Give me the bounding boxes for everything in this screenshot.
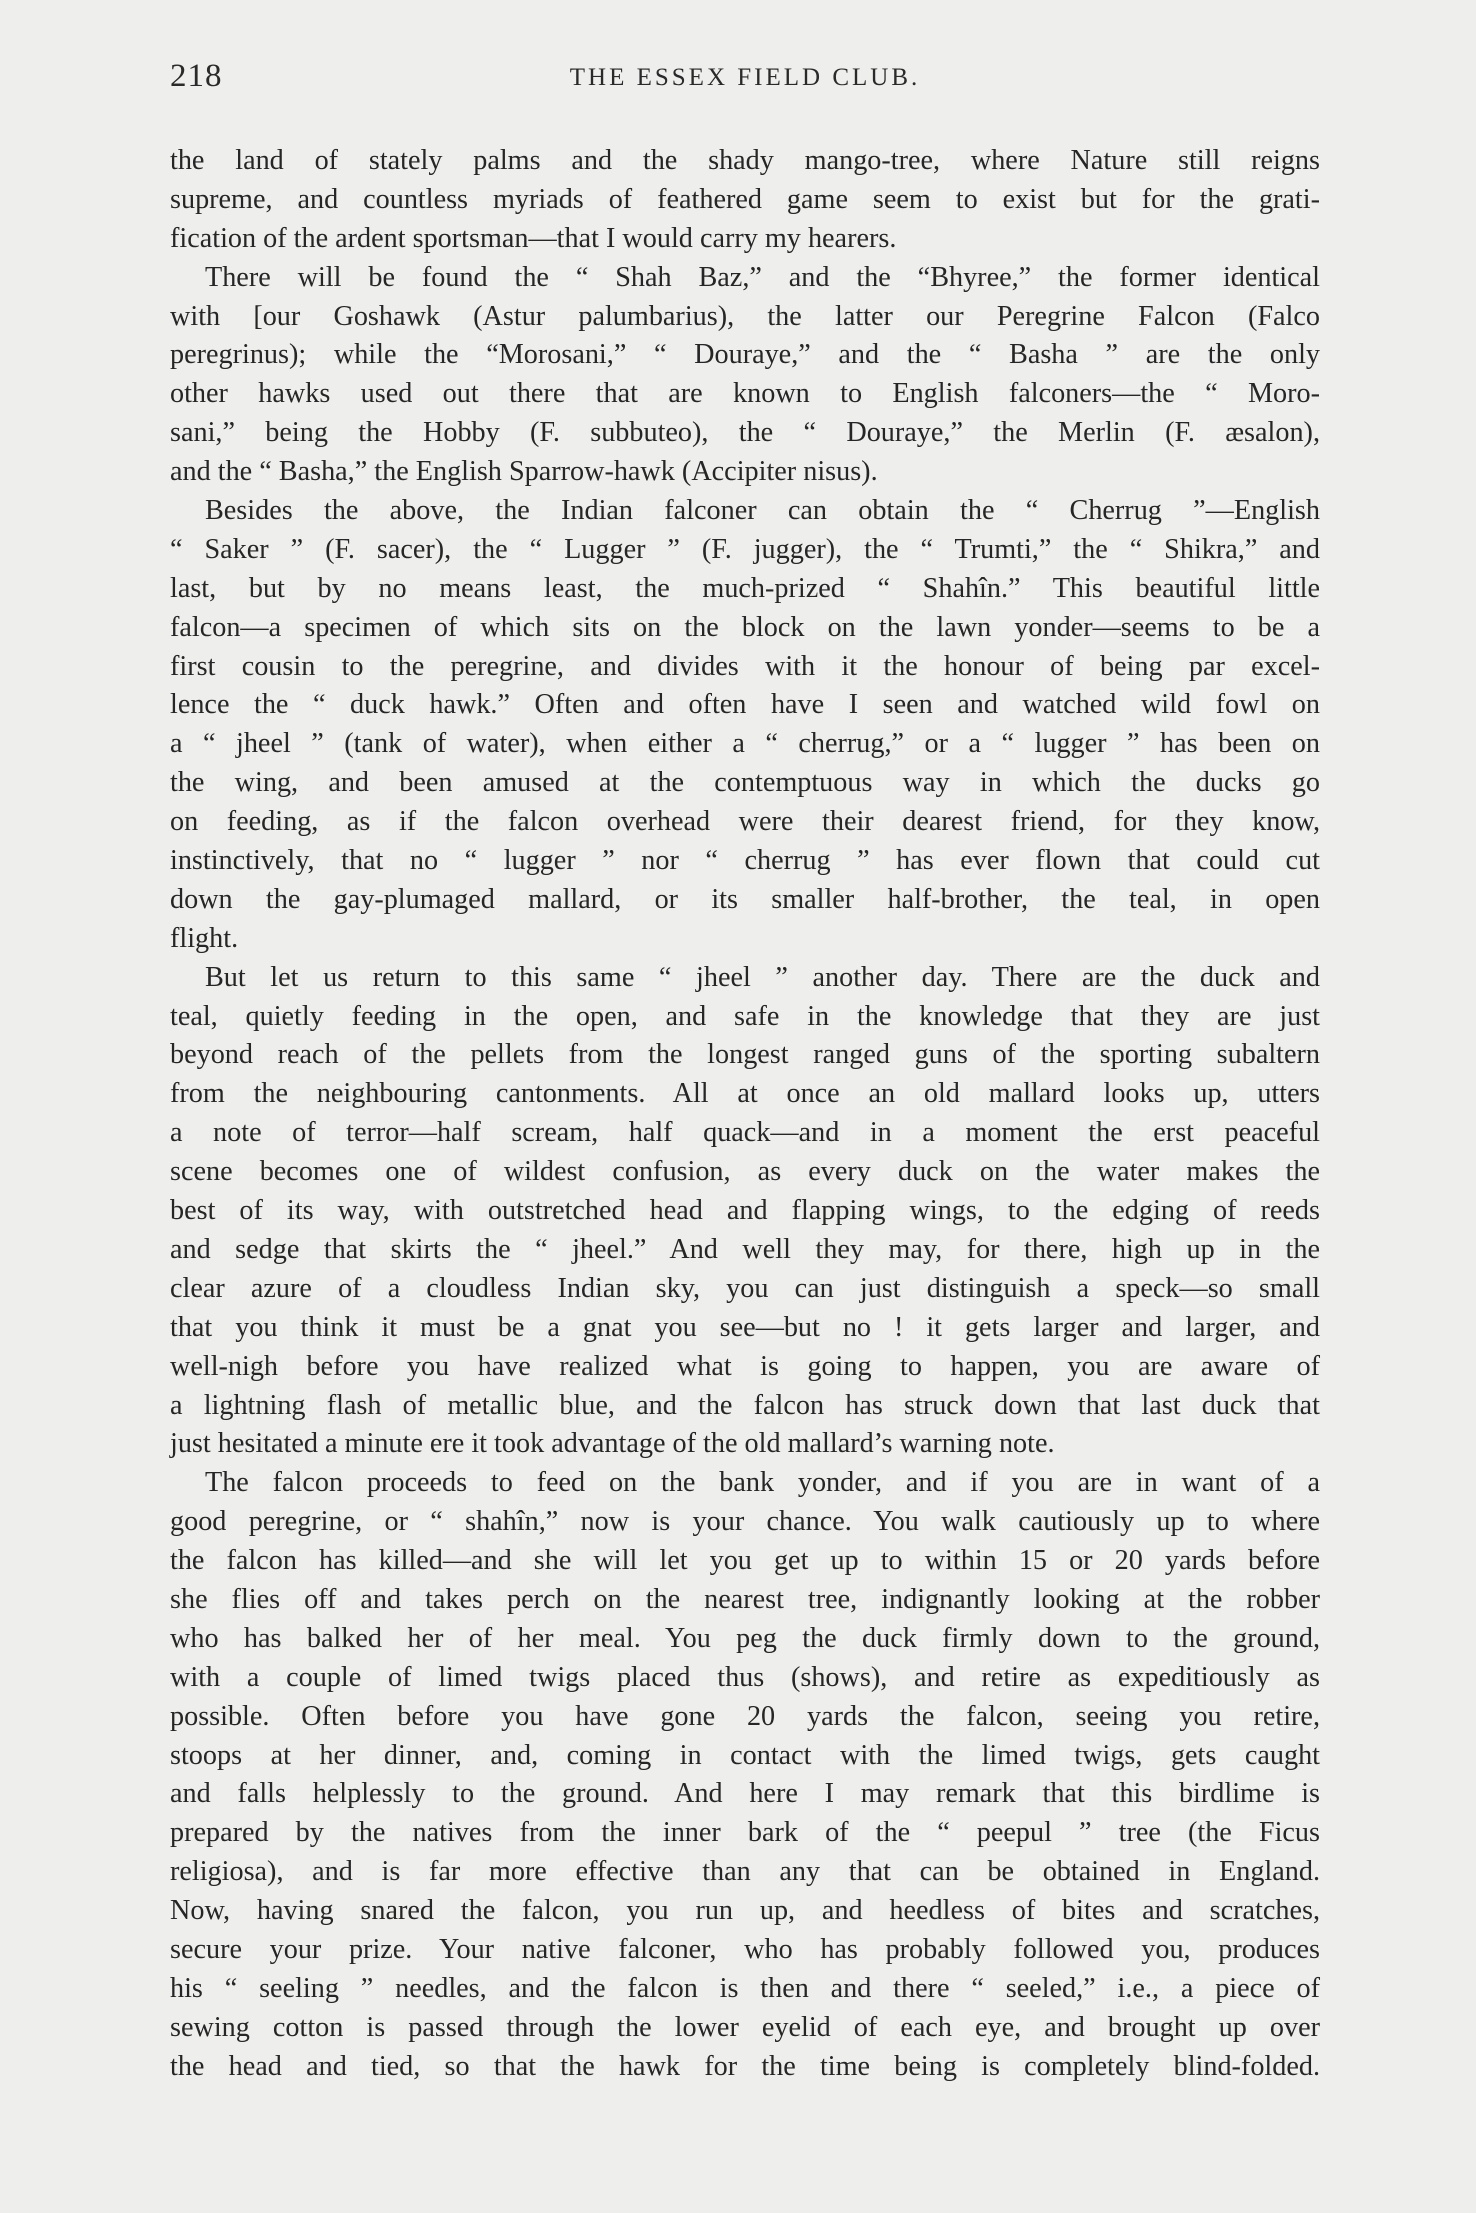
text-line: teal, quietly feeding in the open, and safe in the knowledge that they are just xyxy=(170,1000,1320,1032)
text-line: supreme, and countless myriads of feathered game seem to exist but for the grati- xyxy=(170,183,1320,215)
text-line: who has balked her of her meal. You peg the duck firmly down to the ground, xyxy=(170,1622,1320,1654)
text-line: sani,” being the Hobby (F. subbuteo), the “ Douraye,” the Merlin (F. æsalon), xyxy=(170,417,1320,449)
text-line: The falcon proceeds to feed on the bank yonder, and if you are in want of a xyxy=(205,1467,1320,1499)
text-line: and sedge that skirts the “ jheel.” And well they may, for there, high up in the xyxy=(170,1233,1320,1265)
text-line: prepared by the natives from the inner bark of the “ peepul ” tree (the Ficus xyxy=(170,1817,1320,1849)
text-line: last, but by no means least, the much-prized “ Shahîn.” This beautiful little xyxy=(170,572,1320,604)
text-line: clear azure of a cloudless Indian sky, you can just distinguish a speck—so small xyxy=(170,1272,1320,1304)
text-line: and falls helplessly to the ground. And here I may remark that this birdlime is xyxy=(170,1778,1320,1810)
text-line: other hawks used out there that are known to English falconers—the “ Moro- xyxy=(170,378,1320,410)
text-line: a lightning flash of metallic blue, and the falcon has struck down that last duck that xyxy=(170,1389,1320,1421)
text-line: scene becomes one of wildest confusion, as every duck on the water makes the xyxy=(170,1156,1320,1188)
text-line: from the neighbouring cantonments. All at once an old mallard looks up, utters xyxy=(170,1078,1320,1110)
text-line: fication of the ardent sportsman—that I would carry my hearers. xyxy=(170,222,897,254)
text-line: beyond reach of the pellets from the longest ranged guns of the sporting subaltern xyxy=(170,1039,1320,1071)
text-line: Besides the above, the Indian falconer can obtain the “ Cherrug ”—English xyxy=(205,495,1320,527)
text-line: a note of terror—half scream, half quack—and in a moment the erst peaceful xyxy=(170,1117,1320,1149)
text-line: with [our Goshawk (Astur palumbarius), the latter our Peregrine Falcon (Falco xyxy=(170,300,1320,332)
text-line: good peregrine, or “ shahîn,” now is your chance. You walk cautiously up to where xyxy=(170,1506,1320,1538)
text-line: secure your prize. Your native falconer, who has probably followed you, produces xyxy=(170,1933,1320,1965)
text-line: religiosa), and is far more effective than any that can be obtained in England. xyxy=(170,1856,1320,1888)
text-line: well-nigh before you have realized what is going to happen, you are aware of xyxy=(170,1350,1320,1382)
text-line: best of its way, with outstretched head and flapping wings, to the edging of reeds xyxy=(170,1195,1320,1227)
text-line: stoops at her dinner, and, coming in contact with the limed twigs, gets caught xyxy=(170,1739,1320,1771)
text-line: possible. Often before you have gone 20 yards the falcon, seeing you retire, xyxy=(170,1700,1320,1732)
page-number: 218 xyxy=(170,58,223,94)
text-line: and the “ Basha,” the English Sparrow-hawk (Accipiter nisus). xyxy=(170,456,878,488)
text-line: falcon—a specimen of which sits on the block on the lawn yonder—seems to be a xyxy=(170,611,1320,643)
text-line: with a couple of limed twigs placed thus (shows), and retire as expeditiously as xyxy=(170,1661,1320,1693)
text-line: a “ jheel ” (tank of water), when either a “ cherrug,” or a “ lugger ” has been on xyxy=(170,728,1320,760)
text-line: on feeding, as if the falcon overhead were their dearest friend, for they know, xyxy=(170,806,1320,838)
text-line: she flies off and takes perch on the nearest tree, indignantly looking at the robber xyxy=(170,1583,1320,1615)
text-line: “ Saker ” (F. sacer), the “ Lugger ” (F. jugger), the “ Trumti,” the “ Shikra,” and xyxy=(170,533,1320,565)
text-line: that you think it must be a gnat you see—but no ! it gets larger and larger, and xyxy=(170,1311,1320,1343)
text-line: the head and tied, so that the hawk for the time being is completely blind-folded. xyxy=(170,2050,1320,2082)
text-line: But let us return to this same “ jheel ” another day. There are the duck and xyxy=(205,961,1320,993)
running-head xyxy=(170,58,1320,98)
text-line: first cousin to the peregrine, and divides with it the honour of being par excel- xyxy=(170,650,1320,682)
text-line: peregrinus); while the “Morosani,” “ Douraye,” and the “ Basha ” are the only xyxy=(170,339,1320,371)
text-line: just hesitated a minute ere it took advantage of the old mallard’s warning note. xyxy=(170,1428,1055,1460)
text-line: the wing, and been amused at the contemptuous way in which the ducks go xyxy=(170,767,1320,799)
text-line: the falcon has killed—and she will let you get up to within 15 or 20 yards before xyxy=(170,1545,1320,1577)
text-line: flight. xyxy=(170,922,239,954)
body-text xyxy=(170,142,1320,2087)
running-title: THE ESSEX FIELD CLUB. xyxy=(569,64,921,91)
text-line: sewing cotton is passed through the lower eyelid of each eye, and brought up over xyxy=(170,2011,1320,2043)
text-line: Now, having snared the falcon, you run up, and heedless of bites and scratches, xyxy=(170,1895,1320,1927)
text-line: down the gay-plumaged mallard, or its smaller half-brother, the teal, in open xyxy=(170,883,1320,915)
text-line: lence the “ duck hawk.” Often and often have I seen and watched wild fowl on xyxy=(170,689,1320,721)
text-line: his “ seeling ” needles, and the falcon is then and there “ seeled,” i.e., a piece of xyxy=(170,1972,1320,2004)
text-line: instinctively, that no “ lugger ” nor “ cherrug ” has ever flown that could cut xyxy=(170,845,1320,877)
text-line: the land of stately palms and the shady mango-tree, where Nature still reigns xyxy=(170,145,1320,176)
text-line: There will be found the “ Shah Baz,” and the “Bhyree,” the former identical xyxy=(205,261,1320,293)
